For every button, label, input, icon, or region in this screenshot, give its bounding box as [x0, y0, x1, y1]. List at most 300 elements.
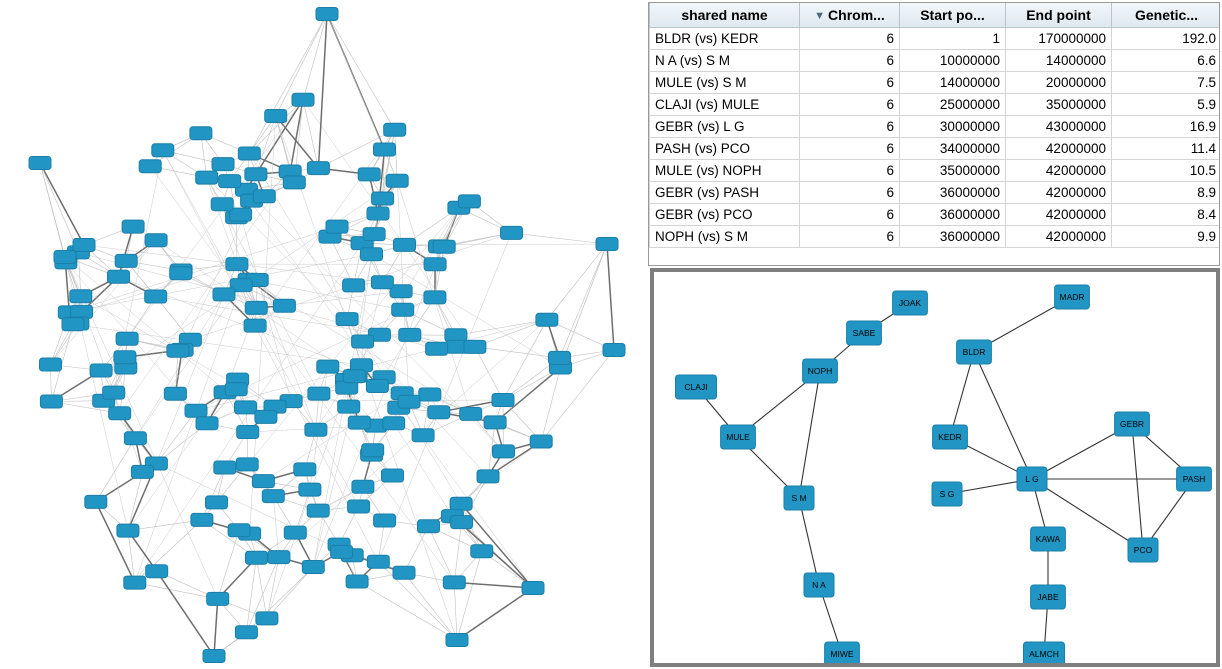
table-cell: 170000000 [1006, 28, 1112, 50]
network-node-big-169[interactable] [203, 650, 225, 663]
network-node-big-160[interactable] [124, 432, 146, 445]
network-node-big-136[interactable] [228, 524, 250, 537]
network-node-big-83[interactable] [131, 465, 153, 478]
node-shape [484, 416, 506, 429]
subnetwork-canvas[interactable] [654, 272, 1216, 663]
network-node-big-91[interactable] [40, 358, 62, 371]
network-node-big-85[interactable] [237, 426, 259, 439]
network-node-big-148[interactable] [256, 612, 278, 625]
network-node-big-22[interactable] [428, 406, 450, 419]
node-shape [85, 495, 107, 508]
network-node-big-133[interactable] [331, 545, 353, 558]
network-node-big-0[interactable] [40, 395, 62, 408]
network-node-big-54[interactable] [244, 319, 266, 332]
node-shape [302, 561, 324, 574]
network-edge[interactable] [561, 244, 608, 368]
network-node-small-3[interactable] [957, 340, 992, 364]
network-node-big-74[interactable] [190, 127, 212, 140]
network-node-big-162[interactable] [255, 410, 277, 423]
column-header-genetic[interactable] [1112, 3, 1221, 28]
node-shape [371, 276, 393, 289]
table-cell: 6 [800, 72, 900, 94]
network-edge[interactable] [69, 227, 337, 313]
network-node-big-152[interactable] [225, 383, 247, 396]
network-node-big-168[interactable] [316, 8, 338, 21]
network-node-big-95[interactable] [265, 110, 287, 123]
network-edge[interactable] [96, 502, 135, 583]
network-node-big-41[interactable] [536, 313, 558, 326]
column-header-chromosome[interactable] [800, 3, 900, 28]
node-shape [372, 192, 394, 205]
network-node-small-4[interactable] [803, 359, 838, 383]
network-node-big-14[interactable] [358, 168, 380, 181]
node-shape [316, 8, 338, 21]
network-node-big-78[interactable] [493, 445, 515, 458]
column-header-label: Genetic... [1134, 7, 1199, 23]
network-node-big-149[interactable] [458, 195, 480, 208]
node-shape [460, 407, 482, 420]
table-body[interactable] [650, 28, 1221, 248]
network-node-big-75[interactable] [464, 340, 486, 353]
network-edge[interactable] [135, 583, 218, 599]
network-node-big-167[interactable] [164, 387, 186, 400]
network-node-small-13[interactable] [1031, 527, 1066, 551]
network-node-big-37[interactable] [348, 500, 370, 513]
network-node-big-81[interactable] [363, 228, 385, 241]
node-shape [348, 416, 370, 429]
network-node-big-153[interactable] [145, 234, 167, 247]
network-node-big-123[interactable] [62, 318, 84, 331]
network-node-big-26[interactable] [236, 458, 258, 471]
network-node-big-166[interactable] [245, 168, 267, 181]
network-node-big-170[interactable] [446, 634, 468, 647]
network-edge[interactable] [119, 227, 134, 277]
node-label: MIWE [830, 648, 854, 659]
network-node-big-6[interactable] [352, 480, 374, 493]
network-edge[interactable] [429, 526, 455, 582]
node-shape [307, 504, 329, 517]
network-node-big-49[interactable] [191, 513, 213, 526]
table-cell: 36000000 [900, 204, 1006, 226]
network-node-big-142[interactable] [549, 351, 571, 364]
network-node-small-8[interactable] [721, 425, 756, 449]
network-node-small-0[interactable] [893, 291, 928, 315]
network-edge[interactable] [456, 320, 547, 336]
node-shape [253, 190, 275, 203]
node-shape [207, 592, 229, 605]
network-node-big-165[interactable] [103, 386, 125, 399]
network-node-big-20[interactable] [346, 575, 368, 588]
node-shape [382, 469, 404, 482]
node-shape [464, 340, 486, 353]
table-row[interactable] [650, 28, 1221, 50]
network-node-big-108[interactable] [115, 254, 137, 267]
network-node-big-101[interactable] [419, 388, 441, 401]
node-shape [237, 426, 259, 439]
table-cell: 192.0 [1112, 28, 1221, 50]
network-node-big-139[interactable] [284, 526, 306, 539]
network-edge[interactable] [457, 588, 533, 640]
network-node-big-61[interactable] [366, 380, 388, 393]
network-node-big-34[interactable] [367, 555, 389, 568]
network-node-small-1[interactable] [1055, 285, 1090, 309]
table-row[interactable] [650, 182, 1221, 204]
network-node-big-172[interactable] [596, 238, 618, 251]
network-node-big-109[interactable] [443, 576, 465, 589]
network-data-table-panel[interactable] [648, 2, 1220, 266]
network-node-big-70[interactable] [426, 342, 448, 355]
node-shape [226, 258, 248, 271]
column-header-end-point[interactable] [1006, 3, 1112, 28]
network-node-big-35[interactable] [71, 305, 93, 318]
network-node-big-57[interactable] [85, 495, 107, 508]
node-shape [363, 228, 385, 241]
column-header-start-point[interactable] [900, 3, 1006, 28]
table-cell: BLDR (vs) KEDR [650, 28, 800, 50]
filter-icon[interactable]: ▼ [814, 10, 826, 23]
network-node-big-122[interactable] [117, 524, 139, 537]
network-node-big-30[interactable] [185, 404, 207, 417]
network-node-big-155[interactable] [245, 301, 267, 314]
node-shape [374, 514, 396, 527]
network-node-big-121[interactable] [226, 258, 248, 271]
network-node-big-135[interactable] [307, 504, 329, 517]
network-node-big-110[interactable] [307, 162, 329, 175]
node-shape [212, 158, 234, 171]
network-node-big-130[interactable] [283, 176, 305, 189]
table-cell: 1 [900, 28, 1006, 50]
table-cell: N A (vs) S M [650, 50, 800, 72]
node-shape [71, 305, 93, 318]
node-shape [185, 404, 207, 417]
table-cell: 42000000 [1006, 226, 1112, 248]
network-edge[interactable] [547, 244, 607, 320]
network-node-small-10[interactable] [1177, 467, 1212, 491]
network-edge[interactable] [475, 347, 560, 358]
network-node-big-82[interactable] [361, 248, 383, 261]
node-shape [191, 513, 213, 526]
network-edge[interactable] [974, 352, 1032, 479]
network-node-small-7[interactable] [933, 425, 968, 449]
node-shape [292, 93, 314, 106]
network-node-small-18[interactable] [825, 642, 860, 663]
network-edge[interactable] [454, 582, 533, 588]
network-node-big-71[interactable] [374, 143, 396, 156]
network-node-big-69[interactable] [245, 551, 267, 564]
network-node-big-3[interactable] [139, 160, 161, 173]
node-shape [196, 171, 218, 184]
network-edge[interactable] [799, 371, 820, 498]
node-shape [145, 290, 167, 303]
network-node-big-13[interactable] [392, 303, 414, 316]
table-row[interactable] [650, 116, 1221, 138]
network-edge[interactable] [512, 233, 608, 244]
network-node-small-14[interactable] [1128, 538, 1158, 562]
table-cell: 6 [800, 28, 900, 50]
network-edge[interactable] [607, 244, 614, 350]
network-node-big-51[interactable] [114, 351, 136, 364]
network-node-big-150[interactable] [399, 328, 421, 341]
network-node-big-116[interactable] [302, 561, 324, 574]
table-cell: 42000000 [1006, 138, 1112, 160]
network-node-big-117[interactable] [90, 364, 112, 377]
node-label: S M [791, 492, 807, 503]
network-edge[interactable] [454, 582, 457, 640]
network-node-big-60[interactable] [386, 174, 408, 187]
table-cell: 6 [800, 182, 900, 204]
network-node-big-5[interactable] [109, 407, 131, 420]
node-shape [492, 394, 514, 407]
network-node-big-92[interactable] [367, 207, 389, 220]
network-node-big-67[interactable] [70, 290, 92, 303]
table-row[interactable] [650, 72, 1221, 94]
node-shape [273, 299, 295, 312]
table-cell: 6 [800, 94, 900, 116]
network-edge[interactable] [40, 163, 78, 252]
network-edge[interactable] [82, 264, 237, 312]
network-edge[interactable] [135, 285, 241, 582]
network-node-small-17[interactable] [1024, 642, 1065, 663]
node-label: L G [1025, 473, 1039, 484]
network-node-big-79[interactable] [460, 407, 482, 420]
network-node-big-65[interactable] [207, 592, 229, 605]
network-edge[interactable] [267, 567, 313, 618]
network-node-big-28[interactable] [484, 416, 506, 429]
network-node-big-19[interactable] [238, 147, 260, 160]
network-node-big-15[interactable] [418, 520, 440, 533]
node-shape [471, 545, 493, 558]
network-node-big-154[interactable] [252, 475, 274, 488]
table-row[interactable] [650, 138, 1221, 160]
node-label: GEBR [1119, 418, 1145, 429]
node-shape [352, 335, 374, 348]
table-cell: 6 [800, 160, 900, 182]
network-node-big-94[interactable] [317, 360, 339, 373]
network-node-big-156[interactable] [343, 370, 365, 383]
node-shape [446, 634, 468, 647]
network-edge[interactable] [276, 116, 319, 168]
network-node-big-146[interactable] [338, 400, 360, 413]
network-node-big-10[interactable] [308, 387, 330, 400]
network-node-big-43[interactable] [292, 93, 314, 106]
network-node-big-141[interactable] [451, 516, 473, 529]
network-node-small-15[interactable] [1031, 585, 1066, 609]
network-node-big-48[interactable] [412, 429, 434, 442]
node-shape [352, 480, 374, 493]
network-node-small-2[interactable] [847, 321, 882, 345]
network-node-big-161[interactable] [530, 435, 552, 448]
node-label: PASH [1182, 473, 1206, 484]
network-edge[interactable] [1132, 424, 1143, 550]
network-node-big-27[interactable] [424, 258, 446, 271]
node-shape [383, 417, 405, 430]
network-node-big-52[interactable] [372, 192, 394, 205]
network-edge[interactable] [503, 320, 547, 400]
network-node-big-84[interactable] [73, 239, 95, 252]
network-node-big-107[interactable] [152, 144, 174, 157]
network-node-big-159[interactable] [170, 267, 192, 280]
network-node-big-88[interactable] [352, 335, 374, 348]
network-node-big-96[interactable] [219, 175, 241, 188]
network-node-big-113[interactable] [211, 198, 233, 211]
network-node-big-55[interactable] [477, 470, 499, 483]
table-cell: MULE (vs) S M [650, 72, 800, 94]
network-node-big-134[interactable] [235, 401, 257, 414]
network-edge[interactable] [156, 411, 196, 464]
network-node-big-158[interactable] [398, 395, 420, 408]
table-row[interactable] [650, 226, 1221, 248]
network-edge[interactable] [40, 163, 66, 262]
network-node-big-124[interactable] [348, 416, 370, 429]
table-cell: 6 [800, 116, 900, 138]
node-shape [458, 195, 480, 208]
network-node-big-63[interactable] [450, 497, 472, 510]
node-shape [225, 383, 247, 396]
network-node-big-132[interactable] [212, 158, 234, 171]
node-shape [255, 410, 277, 423]
network-node-big-102[interactable] [167, 344, 189, 357]
network-node-big-7[interactable] [124, 576, 146, 589]
network-edge[interactable] [457, 551, 482, 640]
network-edge[interactable] [135, 520, 202, 583]
node-shape [443, 576, 465, 589]
network-edge[interactable] [249, 14, 327, 154]
network-edge[interactable] [249, 154, 461, 504]
network-node-big-87[interactable] [326, 220, 348, 233]
network-node-big-104[interactable] [214, 461, 236, 474]
network-node-big-151[interactable] [305, 423, 327, 436]
node-shape [412, 429, 434, 442]
node-shape [152, 144, 174, 157]
network-edge[interactable] [156, 294, 224, 463]
network-node-big-47[interactable] [384, 123, 406, 136]
node-shape [493, 445, 515, 458]
table-cell: 42000000 [1006, 160, 1112, 182]
network-node-big-127[interactable] [146, 565, 168, 578]
network-node-big-126[interactable] [122, 220, 144, 233]
network-edge[interactable] [214, 599, 218, 656]
network-node-big-1[interactable] [262, 490, 284, 503]
node-shape [384, 123, 406, 136]
network-node-big-143[interactable] [424, 291, 446, 304]
network-node-big-18[interactable] [299, 483, 321, 496]
network-edge[interactable] [454, 522, 461, 582]
column-header-shared-name[interactable] [650, 3, 800, 28]
network-node-big-171[interactable] [522, 582, 544, 595]
table-row[interactable] [650, 50, 1221, 72]
table-cell: 14000000 [900, 72, 1006, 94]
network-node-small-11[interactable] [932, 482, 962, 506]
network-node-big-114[interactable] [273, 299, 295, 312]
network-node-big-103[interactable] [336, 313, 358, 326]
network-node-big-175[interactable] [54, 251, 76, 264]
network-node-big-140[interactable] [433, 240, 455, 253]
network-edge[interactable] [327, 14, 395, 130]
network-edge[interactable] [267, 557, 279, 618]
node-shape [428, 406, 450, 419]
node-shape [336, 313, 358, 326]
network-node-big-129[interactable] [383, 417, 405, 430]
network-node-small-5[interactable] [676, 375, 717, 399]
network-node-big-131[interactable] [492, 394, 514, 407]
network-node-big-115[interactable] [145, 290, 167, 303]
network-edge[interactable] [799, 498, 819, 585]
table-cell: 10000000 [900, 50, 1006, 72]
subnetwork-view[interactable] [650, 268, 1220, 667]
network-node-big-16[interactable] [206, 496, 228, 509]
network-node-big-93[interactable] [268, 551, 290, 564]
network-node-small-6[interactable] [1115, 412, 1150, 436]
node-shape [244, 319, 266, 332]
network-edge[interactable] [541, 368, 560, 442]
network-node-big-77[interactable] [393, 566, 415, 579]
network-node-big-118[interactable] [116, 332, 138, 345]
node-shape [228, 524, 250, 537]
network-node-big-144[interactable] [108, 270, 130, 283]
table-row[interactable] [650, 160, 1221, 182]
network-node-big-163[interactable] [294, 463, 316, 476]
network-node-big-62[interactable] [213, 288, 235, 301]
network-data-table[interactable] [649, 3, 1220, 248]
node-shape [131, 465, 153, 478]
table-cell: 6 [800, 138, 900, 160]
network-node-big-25[interactable] [394, 238, 416, 251]
network-node-big-31[interactable] [374, 514, 396, 527]
node-shape [73, 239, 95, 252]
network-edge[interactable] [273, 496, 279, 557]
table-cell: 6 [800, 50, 900, 72]
node-shape [386, 174, 408, 187]
network-node-small-16[interactable] [804, 573, 834, 597]
node-shape [219, 175, 241, 188]
network-node-big-173[interactable] [603, 344, 625, 357]
network-node-big-112[interactable] [382, 469, 404, 482]
node-shape [477, 470, 499, 483]
network-node-big-100[interactable] [501, 226, 523, 239]
network-edge[interactable] [318, 14, 327, 168]
node-shape [40, 358, 62, 371]
node-shape [358, 168, 380, 181]
node-shape [348, 500, 370, 513]
network-node-small-12[interactable] [784, 486, 814, 510]
network-node-big-90[interactable] [235, 626, 257, 639]
network-node-big-120[interactable] [371, 276, 393, 289]
network-node-big-128[interactable] [253, 190, 275, 203]
node-shape [29, 157, 51, 170]
node-shape [115, 254, 137, 267]
table-row[interactable] [650, 94, 1221, 116]
network-edge[interactable] [40, 163, 84, 245]
network-node-big-39[interactable] [471, 545, 493, 558]
network-node-big-157[interactable] [343, 279, 365, 292]
network-node-big-68[interactable] [362, 444, 384, 457]
network-node-big-50[interactable] [196, 417, 218, 430]
node-shape [145, 234, 167, 247]
table-cell: 35000000 [900, 160, 1006, 182]
network-node-big-174[interactable] [29, 157, 51, 170]
table-row[interactable] [650, 204, 1221, 226]
network-edge[interactable] [475, 347, 503, 400]
network-node-small-9[interactable] [1017, 467, 1047, 491]
network-edge[interactable] [950, 352, 974, 437]
node-shape [367, 207, 389, 220]
node-shape [596, 238, 618, 251]
network-edge[interactable] [284, 291, 401, 306]
table-cell: 9.9 [1112, 226, 1221, 248]
network-edge[interactable] [560, 244, 608, 358]
network-node-big-164[interactable] [196, 171, 218, 184]
table-cell: 42000000 [1006, 182, 1112, 204]
